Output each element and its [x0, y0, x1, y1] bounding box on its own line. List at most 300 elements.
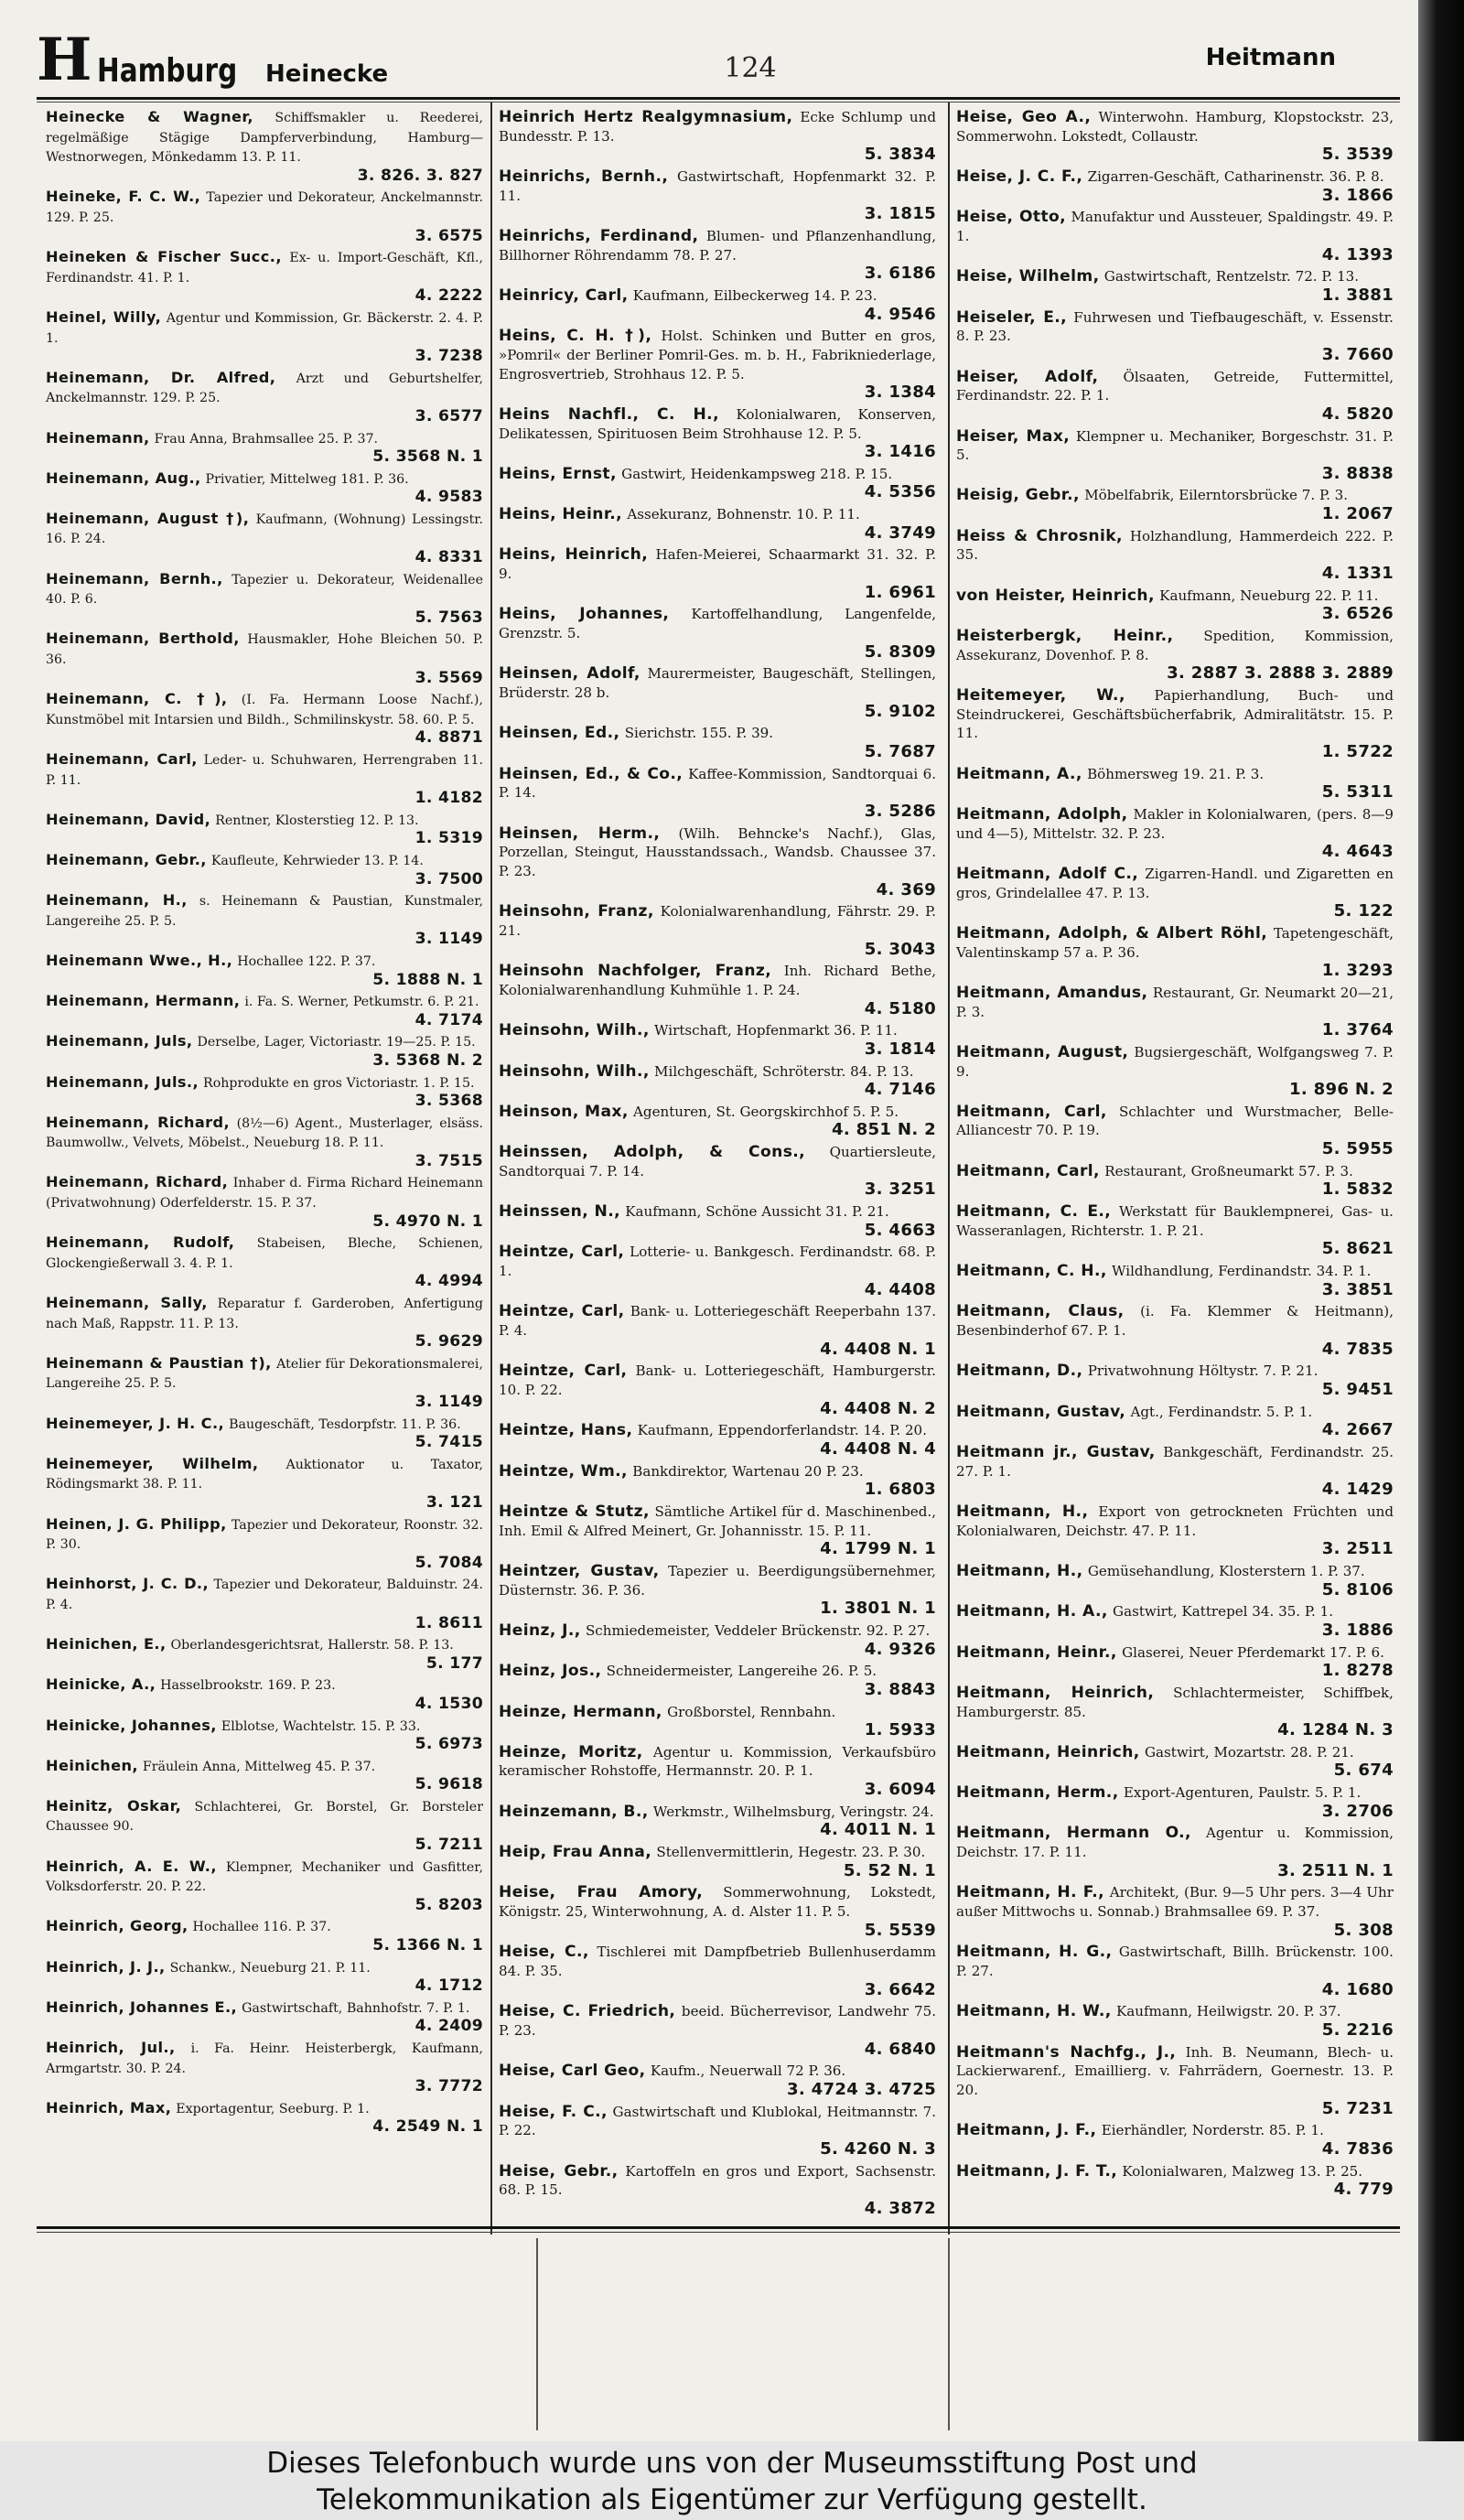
- entry-phone-number: 3. 1815: [864, 204, 936, 224]
- entry-phone-number: 4. 7174: [414, 1010, 483, 1029]
- directory-entry: [956, 2162, 1394, 2200]
- entry-phone-number: 4. 4408: [864, 1279, 936, 1299]
- footer-note: [0, 2441, 1464, 2520]
- entry-phone-number: 3. 1886: [1321, 1620, 1394, 1640]
- entry-details: (8½—6) Agent., Musterlager, elsäss. Baumwollw., Velvets, Möbelst., Neueburg 18. P. 11.: [46, 1115, 483, 1151]
- entry-phone-number: 1. 896 N. 2: [1288, 1080, 1394, 1100]
- directory-entry: [46, 1173, 483, 1231]
- entry-phone-number: 5. 122: [1333, 901, 1394, 921]
- entry-details: Reparatur f. Garderoben, Anfertigung nach Maß, Rappstr. 11. P. 13.: [46, 1297, 483, 1331]
- entry-phone-number: 3. 1814: [864, 1039, 936, 1059]
- entry-phone-number: 5. 7211: [414, 1836, 483, 1855]
- entry-details: Restaurant, Gr. Neumarkt 20—21, P. 3.: [956, 984, 1394, 1020]
- entry-phone-number: 4. 8871: [414, 728, 483, 748]
- entry-phone-number: 4. 2222: [414, 286, 483, 306]
- entry-details: Schankw., Neueburg 21. P. 11.: [169, 1960, 371, 1976]
- entry-name: Heise, F. C.,: [499, 2102, 608, 2121]
- column-separator: [490, 102, 492, 2235]
- directory-entry: [956, 308, 1394, 365]
- entry-details: Winterwohn. Hamburg, Klopstockstr. 23, Sommerwohn. Lokstedt, Collaustr.: [956, 109, 1394, 145]
- directory-entry: [956, 1043, 1394, 1100]
- entry-phone-number: 4. 2667: [1321, 1420, 1394, 1440]
- entry-phone-number: 1. 4182: [414, 789, 483, 808]
- entry-details: Restaurant, Großneumarkt 57. P. 3.: [1104, 1162, 1353, 1179]
- entry-phone-number: 4. 779: [1333, 2180, 1394, 2200]
- entry-phone-number: 4. 1284 N. 3: [1277, 1720, 1394, 1740]
- entry-details: Kaufm., Neuerwall 72 P. 36.: [650, 2062, 846, 2080]
- entry-name: Heinrichs, Ferdinand,: [499, 226, 699, 245]
- entry-details: Inhaber d. Firma Richard Heinemann (Privatwohnung) Oderfelderstr. 15. P. 37.: [46, 1176, 483, 1212]
- entry-phone-number: 3. 5569: [414, 668, 483, 687]
- directory-entry: [46, 1233, 483, 1291]
- directory-entry: [46, 1717, 483, 1754]
- entry-phone-number: 1. 3801 N. 1: [820, 1599, 936, 1619]
- directory-entry: [956, 1103, 1394, 1159]
- directory-entry: [46, 690, 483, 748]
- entry-phone-number: 4. 1530: [414, 1694, 483, 1713]
- directory-entry: [499, 1843, 936, 1880]
- entry-details: Werkstatt für Bauklempnerei, Gas- u. Wasseranlagen, Richterstr. 1. P. 21.: [956, 1203, 1394, 1239]
- entry-details: Schlachterei, Gr. Borstel, Gr. Borsteler Chaussee 90.: [46, 1799, 483, 1835]
- directory-entry: [956, 527, 1394, 584]
- entry-details: i. Fa. Heinr. Heisterbergk, Kaufmann, Armgartstr. 30. P. 24.: [46, 2041, 483, 2076]
- entry-name: Heitmann, D.,: [956, 1362, 1083, 1381]
- entry-name: Heinssen, Adolph, & Cons.,: [499, 1143, 806, 1162]
- entry-details: Gastwirtschaft, Hopfenmarkt 32. P. 11.: [499, 167, 937, 204]
- entry-phone-number: 4. 9546: [864, 304, 936, 324]
- directory-entry: [956, 587, 1394, 624]
- directory-entry: [956, 686, 1394, 762]
- entry-name: Heinson, Max,: [499, 1102, 629, 1121]
- entry-details: Tapezier und Dekorateur, Roonstr. 32. P. 30.: [46, 1517, 483, 1553]
- directory-entry: [499, 962, 936, 1018]
- entry-name: Heineke, F. C. W.,: [46, 188, 201, 206]
- entry-details: Lotterie- u. Bankgesch. Ferdinandstr. 68. P. 1.: [499, 1244, 936, 1280]
- entry-name: Heinrich, J. J.,: [46, 1957, 166, 1976]
- entry-phone-number: 5. 3834: [864, 145, 936, 165]
- entry-name: Heisterbergk, Heinr.,: [956, 627, 1174, 646]
- city-name: Hamburg: [97, 52, 238, 90]
- entry-name: Heiser, Max,: [956, 426, 1071, 446]
- entry-phone-number: 4. 9583: [414, 488, 483, 507]
- directory-entry: [46, 1354, 483, 1412]
- entry-details: Großborstel, Rennbahn.: [667, 1703, 836, 1720]
- directory-entry: [46, 248, 483, 306]
- entry-name: Heitmann, Carl,: [956, 1102, 1107, 1121]
- directory-entry: [46, 851, 483, 888]
- entry-name: Heinemann, Sally,: [46, 1294, 208, 1312]
- entry-details: Fuhrwesen und Tiefbaugeschäft, v. Essenstr. 8. P. 23.: [956, 308, 1394, 345]
- entry-details: Privatier, Mittelweg 181. P. 36.: [205, 471, 409, 487]
- entry-phone-number: 4. 1799 N. 1: [820, 1539, 936, 1559]
- entry-name: Heitmann, J. F. T.,: [956, 2161, 1118, 2181]
- entry-phone-number: 4. 369: [876, 879, 936, 899]
- directory-entry: [46, 1757, 483, 1794]
- entry-phone-number: 5. 1888 N. 1: [372, 970, 483, 989]
- directory-entry: [956, 1302, 1394, 1359]
- directory-entry: [499, 2103, 936, 2159]
- directory-entry: [956, 167, 1394, 205]
- entry-phone-number: 4. 3872: [864, 2198, 936, 2218]
- entry-name: Heitmann, H.,: [956, 1502, 1089, 1521]
- directory-entry: [46, 108, 483, 185]
- entry-name: Heins, Johannes,: [499, 605, 670, 624]
- directory-entry: [956, 1643, 1394, 1681]
- entry-phone-number: 3. 2706: [1321, 1801, 1394, 1821]
- entry-phone-number: 1. 5722: [1321, 742, 1394, 761]
- entry-name: Heins, Ernst,: [499, 464, 617, 483]
- entry-name: Heinecke & Wagner,: [46, 108, 253, 125]
- directory-entry: [956, 924, 1394, 981]
- entry-phone-number: 3. 826. 3. 827: [357, 166, 483, 185]
- directory-entry: [956, 1202, 1394, 1259]
- entry-name: Heise, C.,: [499, 1943, 589, 1962]
- entry-phone-number: 3. 8838: [1321, 463, 1394, 483]
- entry-details: Gastwirt, Heidenkampsweg 218. P. 15.: [621, 465, 893, 482]
- entry-name: Heitmann, H. F.,: [956, 1883, 1105, 1902]
- entry-details: Export von getrockneten Früchten und Kolonialwaren, Deichstr. 47. P. 11.: [956, 1502, 1394, 1539]
- entry-phone-number: 3. 2887 3. 2888 3. 2889: [1167, 663, 1394, 684]
- entry-phone-number: 5. 6973: [414, 1735, 483, 1754]
- entry-name: Heinricy, Carl,: [499, 285, 629, 305]
- entry-name: Heinze, Hermann,: [499, 1702, 662, 1721]
- directory-entry: [956, 208, 1394, 264]
- column-separator: [948, 102, 950, 2235]
- directory-entry: [46, 188, 483, 245]
- entry-details: Spedition, Kommission, Assekuranz, Dovenhof. P. 8.: [956, 628, 1394, 663]
- entry-name: Heinemann, David,: [46, 810, 211, 828]
- entry-name: Heinichen,: [46, 1756, 138, 1774]
- entry-name: Heinemann, Juls,: [46, 1032, 193, 1050]
- entry-name: Heins, Heinrich,: [499, 545, 649, 565]
- entry-details: Tapezier und Dekorateur, Anckelmannstr. 129. P. 25.: [46, 190, 483, 225]
- entry-name: Heinsohn, Wilh.,: [499, 1021, 650, 1040]
- directory-entry: [956, 1684, 1394, 1740]
- entry-details: Privatwohnung Höltystr. 7. P. 21.: [1087, 1362, 1319, 1380]
- entry-details: Möbelfabrik, Eilerntorsbrücke 7. P. 3.: [1084, 487, 1349, 504]
- entry-details: Makler in Kolonialwaren, (pers. 8—9 und 4—5), Mittelstr. 32. P. 23.: [956, 805, 1394, 842]
- entry-details: Sämtliche Artikel für d. Maschinenbed., Inh. Emil & Alfred Meinert, Gr. Johannisstr. 15. P. 11.: [499, 1502, 936, 1539]
- directory-entry: [499, 1202, 936, 1240]
- entry-details: Agentur u. Kommission, Deichstr. 17. P. 11.: [956, 1825, 1394, 1861]
- entry-phone-number: 3. 5286: [864, 801, 936, 821]
- entry-phone-number: 1. 5832: [1321, 1179, 1394, 1200]
- entry-name: Heitmann, Amandus,: [956, 983, 1148, 1002]
- entry-details: Maurermeister, Baugeschäft, Stellingen, Brüderstr. 28 b.: [499, 665, 937, 702]
- entry-details: s. Heinemann & Paustian, Kunstmaler, Langereihe 25. P. 5.: [46, 894, 483, 929]
- entry-name: Heisig, Gebr.,: [956, 486, 1080, 505]
- entry-phone-number: 3. 4724 3. 4725: [786, 2079, 936, 2099]
- entry-details: Schlachter und Wurstmacher, Belle-Alliancestr 70. P. 19.: [956, 1103, 1394, 1139]
- entry-details: Agt., Ferdinandstr. 5. P. 1.: [1130, 1403, 1313, 1420]
- entry-details: Kolonialwaren, Konserven, Delikatessen, Spirituosen Beim Strohhause 12. P. 5.: [499, 405, 936, 442]
- scan-edge-shadow: [1418, 0, 1464, 2441]
- entry-name: Heinrich, A. E. W.,: [46, 1857, 217, 1875]
- entry-phone-number: 4. 1393: [1321, 244, 1394, 264]
- entry-name: Heise, J. C. F.,: [956, 167, 1083, 186]
- directory-entry: [46, 469, 483, 507]
- entry-details: (I. Fa. Hermann Loose Nachf.), Kunstmöbel mit Intarsien und Bildh., Schmilinskystr. 58. 60. P. 5.: [46, 693, 483, 727]
- entry-phone-number: 3. 7772: [414, 2077, 483, 2096]
- entry-details: beeid. Bücherrevisor, Landwehr 75. P. 23.: [499, 2003, 937, 2039]
- entry-details: Leder- u. Schuhwaren, Herrengraben 11. P. 11.: [46, 753, 483, 788]
- entry-phone-number: 5. 9629: [414, 1332, 483, 1352]
- directory-entry: [956, 427, 1394, 484]
- entry-details: Architekt, (Bur. 9—5 Uhr pers. 3—4 Uhr außer Mittwochs u. Sonnab.) Brahmsallee 69. P. 37.: [956, 1884, 1394, 1921]
- entry-phone-number: 4. 4408 N. 1: [820, 1339, 936, 1359]
- entry-phone-number: 5. 308: [1333, 1920, 1394, 1940]
- entry-phone-number: 4. 5820: [1321, 404, 1394, 424]
- entry-name: Heinsohn, Wilh.,: [499, 1061, 650, 1081]
- directory-entry: [499, 724, 936, 761]
- entry-name: Heitmann, Heinrich,: [956, 1683, 1155, 1702]
- entry-phone-number: 3. 3851: [1321, 1279, 1394, 1299]
- first-entry-guide: Heinecke: [265, 60, 389, 88]
- entry-name: Heinel, Willy,: [46, 307, 162, 326]
- entry-name: Heitmann, Herm.,: [956, 1783, 1119, 1803]
- entry-details: Kaufleute, Kehrwieder 13. P. 14.: [210, 853, 424, 868]
- entry-details: Hochallee 122. P. 37.: [237, 953, 376, 969]
- entry-name: Heintzer, Gustav,: [499, 1561, 660, 1580]
- directory-entry: [46, 992, 483, 1029]
- entry-name: Heitmann, Carl,: [956, 1161, 1100, 1180]
- entry-details: Rentner, Klosterstieg 12. P. 13.: [215, 813, 419, 828]
- directory-entry: [956, 984, 1394, 1040]
- entry-details: Kaufmann, (Wohnung) Lessingstr. 16. P. 24.: [46, 512, 484, 547]
- entry-name: Heitmann, August,: [956, 1042, 1129, 1061]
- entry-details: Schneidermeister, Langereihe 26. P. 5.: [606, 1663, 877, 1680]
- directory-entry: [499, 1621, 936, 1659]
- entry-details: Tapetengeschäft, Valentinskamp 57 a. P. 36.: [956, 924, 1394, 961]
- entry-name: Heineken & Fischer Succ.,: [46, 248, 282, 266]
- entry-name: Heise, Gebr.,: [499, 2161, 619, 2181]
- entry-details: Papierhandlung, Buch- und Steindruckerei, Geschäftsbücherfabrik, Admiralitätstr. 15. P. 11.: [956, 687, 1394, 742]
- entry-details: Kaufmann, Neueburg 22. P. 11.: [1159, 587, 1379, 604]
- entry-name: Heinssen, N.,: [499, 1202, 620, 1222]
- entry-details: Manufaktur und Aussteuer, Spaldingstr. 49. P. 1.: [956, 209, 1394, 244]
- directory-entry: [46, 1073, 483, 1111]
- directory-entry: [46, 891, 483, 949]
- entry-name: Heins, Heinr.,: [499, 505, 623, 524]
- entry-name: Heinsohn, Franz,: [499, 902, 654, 921]
- entry-phone-number: 4. 5356: [864, 482, 936, 502]
- entry-phone-number: 4. 6840: [864, 2039, 936, 2059]
- listing-column-3: [956, 108, 1394, 2202]
- entry-name: Heitmann, H. G.,: [956, 1943, 1113, 1962]
- entry-details: Derselbe, Lager, Victoriastr. 19—25. P. 15.: [197, 1035, 476, 1050]
- entry-details: Wildhandlung, Ferdinandstr. 34. P. 1.: [1112, 1263, 1372, 1280]
- entry-name: von Heister, Heinrich,: [956, 586, 1155, 605]
- entry-details: Hausmakler, Hohe Bleichen 50. P. 36.: [46, 632, 483, 668]
- entry-details: Oberlandesgerichtsrat, Hallerstr. 58. P. 13.: [170, 1638, 454, 1653]
- directory-entry: [956, 1824, 1394, 1880]
- entry-details: Inh. Richard Bethe, Kolonialwarenhandlung Kuhmühle 1. P. 24.: [499, 963, 936, 998]
- entry-details: Rohprodukte en gros Victoriastr. 1. P. 15.: [203, 1075, 475, 1091]
- entry-details: Milchgeschäft, Schröterstr. 84. P. 13.: [654, 1062, 914, 1080]
- entry-details: Gastwirtschaft, Rentzelstr. 72. P. 13.: [1103, 268, 1360, 285]
- directory-entry: [46, 750, 483, 808]
- lower-separator: [536, 2238, 538, 2430]
- entry-details: Kaufmann, Schöne Aussicht 31. P. 21.: [625, 1203, 889, 1221]
- directory-entry: [499, 1243, 936, 1299]
- entry-phone-number: 5. 3539: [1321, 145, 1394, 165]
- entry-name: Heinemeyer, Wilhelm,: [46, 1454, 259, 1472]
- directory-entry: [499, 1421, 936, 1459]
- entry-name: Heinicke, Johannes,: [46, 1716, 217, 1734]
- directory-entry: [956, 627, 1394, 684]
- entry-phone-number: 4. 2549 N. 1: [372, 2117, 483, 2137]
- entry-phone-number: 3. 1149: [414, 930, 483, 949]
- directory-entry: [499, 2062, 936, 2099]
- directory-entry: [46, 308, 483, 366]
- entry-details: (i. Fa. Klemmer & Heitmann), Besenbinderhof 67. P. 1.: [956, 1303, 1394, 1340]
- entry-name: Heitmann, Gustav,: [956, 1402, 1126, 1421]
- directory-entry: [46, 1958, 483, 1996]
- entry-name: Heitmann, Adolph, & Albert Röhl,: [956, 923, 1268, 942]
- entry-phone-number: 3. 6526: [1321, 604, 1394, 624]
- entry-details: Kaufmann, Heilwigstr. 20. P. 37.: [1115, 2003, 1341, 2020]
- entry-details: Eierhändler, Norderstr. 85. P. 1.: [1101, 2122, 1324, 2139]
- entry-phone-number: 5. 4970 N. 1: [372, 1212, 483, 1231]
- entry-details: (Wilh. Behncke's Nachf.), Glas, Porzellan, Steingut, Hausstandssach., Wandsb. Chaussee 37. P. 23.: [499, 824, 936, 879]
- entry-details: Schlachtermeister, Schiffbek, Hamburgerstr. 85.: [956, 1684, 1394, 1720]
- entry-phone-number: 4. 7835: [1321, 1339, 1394, 1359]
- entry-name: Heins Nachfl., C. H.,: [499, 404, 719, 424]
- entry-name: Heitmann, C. E.,: [956, 1202, 1112, 1222]
- entry-details: Holst. Schinken und Butter en gros, »Pomril« der Berliner Pomril-Ges. m. b. H., Fabrikniederlage, Engrosvertrieb, Strohhaus 12. P. 5.: [499, 328, 936, 382]
- entry-phone-number: 5. 3568 N. 1: [372, 447, 483, 467]
- entry-details: Ölsaaten, Getreide, Futtermittel, Ferdinandstr. 22. P. 1.: [956, 368, 1394, 404]
- entry-name: Heinemann, Rudolf,: [46, 1233, 235, 1252]
- entry-name: Heinhorst, J. C. D.,: [46, 1575, 210, 1593]
- entry-details: Ex- u. Import-Geschäft, Kfl., Ferdinandstr. 41. P. 1.: [46, 251, 483, 285]
- entry-details: Kartoffeln en gros und Export, Sachsenstr. 68. P. 15.: [499, 2162, 936, 2199]
- entry-name: Heintze, Carl,: [499, 1302, 625, 1321]
- entry-details: Exportagentur, Seeburg. P. 1.: [176, 2101, 370, 2116]
- directory-entry: [46, 1114, 483, 1171]
- entry-name: Heinemann, C. †),: [46, 690, 228, 708]
- entry-phone-number: 5. 5955: [1321, 1139, 1394, 1159]
- entry-name: Heitmann, H. A.,: [956, 1602, 1108, 1621]
- entry-phone-number: 4. 7836: [1321, 2138, 1394, 2159]
- footer-line-2: Telekommunikation als Eigentümer zur Verfügung gestellt.: [317, 2483, 1147, 2516]
- directory-entry: [956, 1362, 1394, 1399]
- entry-name: Heiss & Chrosnik,: [956, 526, 1123, 545]
- entry-details: Stabeisen, Bleche, Schienen, Glockengießerwall 3. 4. P. 1.: [46, 1236, 483, 1271]
- directory-entry: [46, 2039, 483, 2096]
- directory-entry: [499, 1143, 936, 1200]
- entry-phone-number: 3. 6642: [864, 1979, 936, 1999]
- directory-entry: [46, 1635, 483, 1673]
- entry-details: Böhmersweg 19. 21. P. 3.: [1087, 765, 1265, 782]
- section-letter: H: [37, 26, 92, 94]
- entry-phone-number: 5. 7687: [864, 742, 936, 761]
- directory-entry: [499, 1502, 936, 1559]
- directory-entry: [499, 505, 936, 543]
- entry-phone-number: 5. 7415: [414, 1433, 483, 1452]
- entry-details: Schiffsmakler u. Reederei, regelmäßige Stägige Dampferverbindung, Hamburg—Westnorwegen, Mönkedamm 13. P. 11.: [46, 111, 483, 166]
- directory-entry: [46, 811, 483, 848]
- entry-name: Heinemann, Carl,: [46, 750, 198, 768]
- directory-entry: [956, 1443, 1394, 1500]
- entry-phone-number: 5. 7084: [414, 1553, 483, 1572]
- directory-entry: [499, 1062, 936, 1100]
- entry-phone-number: 5. 7563: [414, 608, 483, 627]
- entry-name: Heitmann jr., Gustav,: [956, 1442, 1156, 1461]
- entry-name: Heinemeyer, J. H. C.,: [46, 1414, 225, 1432]
- entry-phone-number: 5. 4663: [864, 1220, 936, 1240]
- directory-entry: [46, 1917, 483, 1955]
- entry-details: Atelier für Dekorationsmalerei, Langereihe 25. P. 5.: [46, 1356, 483, 1392]
- entry-phone-number: 5. 5539: [864, 1920, 936, 1940]
- entry-details: Gastwirt, Kattrepel 34. 35. P. 1.: [1113, 1603, 1333, 1621]
- entry-name: Heintze, Carl,: [499, 1243, 625, 1262]
- entry-details: Bank- u. Lotteriegeschäft, Hamburgerstr. 10. P. 22.: [499, 1362, 936, 1398]
- entry-phone-number: 3. 6186: [864, 264, 936, 284]
- directory-entry: [956, 1262, 1394, 1299]
- entry-name: Heinen, J. G. Philipp,: [46, 1514, 227, 1533]
- directory-entry: [956, 765, 1394, 802]
- entry-name: Heitmann, A.,: [956, 764, 1082, 783]
- entry-details: Baugeschäft, Tesdorpfstr. 11. P. 36.: [229, 1416, 461, 1432]
- entry-details: Hasselbrookstr. 169. P. 23.: [160, 1678, 336, 1694]
- entry-name: Heiser, Adolf,: [956, 367, 1099, 386]
- directory-entry: [46, 1675, 483, 1713]
- directory-entry: [499, 1743, 936, 1800]
- entry-phone-number: 1. 3764: [1321, 1020, 1394, 1040]
- listing-column-2: [499, 108, 936, 2222]
- entry-phone-number: 3. 1866: [1321, 185, 1394, 205]
- entry-details: Gastwirtschaft und Klublokal, Heitmannstr. 7. P. 22.: [499, 2103, 937, 2139]
- directory-entry: [499, 2002, 936, 2059]
- entry-details: Kolonialwaren, Malzweg 13. P. 25.: [1122, 2162, 1363, 2180]
- entry-phone-number: 4. 5180: [864, 998, 936, 1018]
- entry-phone-number: 5. 4260 N. 3: [820, 2138, 936, 2159]
- entry-phone-number: 5. 9618: [414, 1775, 483, 1794]
- entry-phone-number: 4. 1680: [1321, 1979, 1394, 1999]
- directory-entry: [46, 510, 483, 567]
- page-header: [37, 26, 1400, 94]
- directory-entry: [499, 2162, 936, 2219]
- entry-details: Ecke Schlump und Bundesstr. P. 13.: [499, 109, 936, 145]
- entry-name: Heitmann, J. F.,: [956, 2121, 1097, 2140]
- directory-entry: [46, 429, 483, 467]
- entry-details: Bugsiergeschäft, Wolfgangsweg 7. P. 9.: [956, 1043, 1394, 1080]
- header-rule: [37, 97, 1400, 100]
- entry-name: Heinemann, Juls.,: [46, 1072, 199, 1091]
- entry-details: Blumen- und Pflanzenhandlung, Billhorner Röhrendamm 78. P. 27.: [499, 227, 936, 264]
- directory-entry: [956, 2121, 1394, 2159]
- entry-name: Heinemann, Gebr.,: [46, 850, 207, 868]
- directory-entry: [956, 1883, 1394, 1940]
- entry-name: Heintze, Carl,: [499, 1362, 628, 1381]
- entry-name: Heitmann, C. H.,: [956, 1262, 1107, 1281]
- entry-details: Stellenvermittlerin, Hegestr. 23. P. 30.: [656, 1844, 926, 1861]
- entry-details: Kartoffelhandlung, Langenfelde, Grenzstr. 5.: [499, 606, 937, 642]
- entry-phone-number: 1. 6961: [864, 582, 936, 602]
- entry-details: Tischlerei mit Dampfbetrieb Bullenhuserdamm 84. P. 35.: [499, 1944, 936, 1980]
- directory-entry: [499, 605, 936, 662]
- entry-name: Heinemann, Hermann,: [46, 992, 241, 1010]
- entry-name: Heinemann Wwe., H.,: [46, 951, 233, 969]
- entry-details: Kolonialwarenhandlung, Fährstr. 29. P. 21.: [499, 903, 936, 939]
- directory-entry: [46, 1998, 483, 2036]
- bottom-rule: [37, 2226, 1400, 2229]
- entry-name: Heise, Otto,: [956, 208, 1067, 227]
- entry-phone-number: 5. 5311: [1321, 782, 1394, 802]
- entry-name: Heinemann, Richard,: [46, 1113, 231, 1131]
- entry-phone-number: 5. 8106: [1321, 1579, 1394, 1599]
